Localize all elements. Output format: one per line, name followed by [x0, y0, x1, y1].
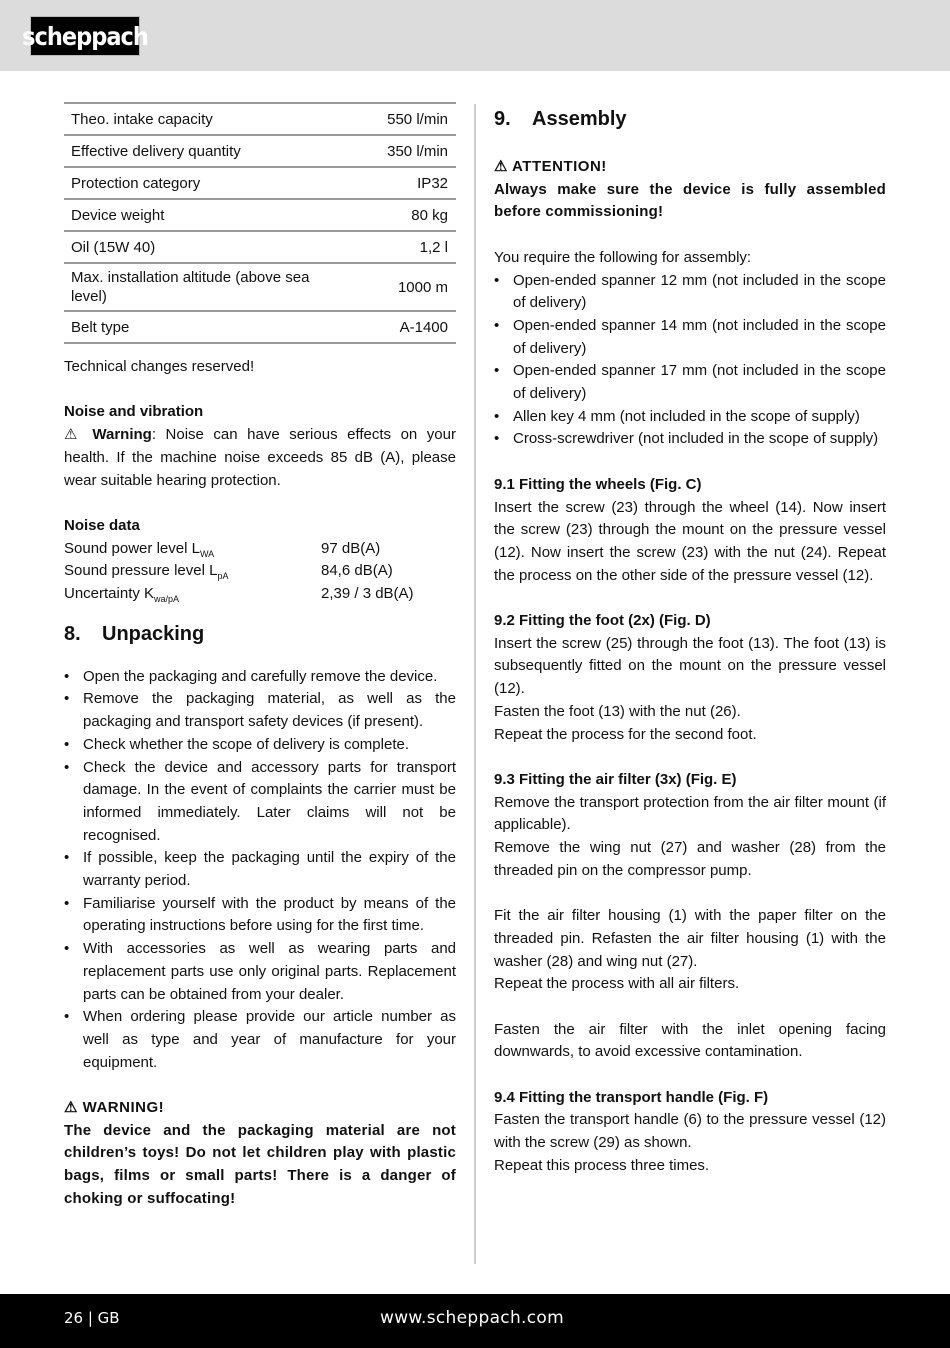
list-item: • Open-ended spanner 14 mm (not included in the scope of delivery): [494, 315, 886, 360]
noise-row: [64, 560, 456, 583]
noise-row: [64, 538, 456, 561]
website-link[interactable]: www.scheppach.com: [380, 1308, 564, 1328]
section-paragraph: Insert the screw (25) through the foot (13). The foot (13) is subsequently fitted on the mount on the pressure vessel (12).: [494, 634, 886, 698]
noise-vibration-title: Noise and vibration: [64, 403, 204, 421]
list-item: • Allen key 4 mm (not included in the scope of supply): [494, 406, 886, 429]
section-paragraph: Remove the transport protection from the air filter mount (if applicable).: [494, 793, 886, 834]
section-paragraph: Remove the wing nut (27) and washer (28) from the threaded pin on the compressor pump.: [494, 839, 886, 879]
spec-value: 350 l/min: [387, 142, 448, 160]
warning-text: The device and the packaging material are not children’s toys! Do not let children play with plastic bags, films or small parts! There is a danger of choking or suffocating!: [64, 1121, 456, 1207]
scheppach-logo: scheppach: [30, 16, 140, 56]
spec-value: A-1400: [399, 318, 448, 336]
section-paragraph: Fasten the air filter with the inlet opening facing downwards, to avoid excessive contamination.: [494, 1020, 886, 1061]
noise-value: 84,6 dB(A): [321, 562, 393, 580]
spec-label: Protection category: [71, 174, 201, 192]
section-paragraph: Insert the screw (23) through the wheel (14). Now insert the screw (23) through the mount on the pressure vessel (12). Now insert the screw (23) with the nut (24). Repeat the process on the other side of the pressure vessel (12).: [494, 498, 886, 584]
noise-value: 97 dB(A): [321, 539, 381, 557]
spec-value: 80 kg: [411, 206, 448, 224]
column-divider: [474, 104, 476, 1264]
warning-label: Warning: [92, 426, 152, 444]
spec-value: 1000 m: [397, 278, 448, 296]
spec-label: Device weight: [71, 206, 165, 224]
spec-table: [64, 102, 456, 344]
attention-text: Always make sure the device is fully assembled before commissioning!: [494, 180, 886, 221]
noise-label: Sound pressure level $L_{pA}$: [64, 562, 229, 582]
list-item: • Familiarise yourself with the product by means of the operating instructions before using for the first time.: [64, 893, 456, 938]
spec-label: Theo. intake capacity: [71, 110, 213, 128]
table-row: [64, 311, 456, 343]
section-paragraph: Fasten the foot (13) with the nut (26).: [494, 702, 741, 720]
left-column: [64, 102, 456, 1211]
warning-triangle-icon: ⚠: [64, 426, 83, 444]
noise-label: Sound power level $L_{WA}$: [64, 539, 215, 559]
list-item: • If possible, keep the packaging until the expiry of the warranty period.: [64, 847, 456, 892]
section-paragraph: Repeat the process for the second foot.: [494, 725, 757, 743]
header-bar: [0, 0, 950, 71]
section-paragraph: Fasten the transport handle (6) to the pressure vessel (12) with the screw (29) as shown.: [494, 1111, 886, 1152]
footer-bar: [0, 1294, 950, 1348]
spec-label: Effective delivery quantity: [71, 142, 241, 160]
spec-label: Max. installation altitude (above sea level): [71, 269, 310, 305]
warning-title: ⚠ WARNING!: [64, 1099, 165, 1117]
noise-value: 2,39 / 3 dB(A): [321, 585, 414, 602]
noise-label: Uncertainty $K_{wa/pA}$: [64, 585, 180, 604]
right-column: [494, 102, 886, 1178]
section-title-air-filter: 9.3 Fitting the air filter (3x) (Fig. E): [494, 770, 737, 788]
spec-value: 1,2 l: [419, 238, 448, 256]
section-paragraph: Repeat this process three times.: [494, 1156, 710, 1174]
section-title-foot: 9.2 Fitting the foot (2x) (Fig. D): [494, 612, 711, 630]
list-item: • Check whether the scope of delivery is complete.: [64, 734, 456, 757]
table-row: [64, 103, 456, 135]
requirements-list: [494, 270, 886, 452]
noise-warning-paragraph: [64, 424, 456, 492]
section-title-wheels: 9.1 Fitting the wheels (Fig. C): [494, 475, 702, 493]
warning-text: : Noise can have serious effects on your health. If the machine noise exceeds 85 dB (A), please wear suitable hearing protection.: [64, 426, 456, 489]
list-item: • When ordering please provide our article number as well as type and year of manufacture for your equipment.: [64, 1006, 456, 1074]
spec-value: 550 l/min: [387, 110, 448, 128]
table-row: [64, 199, 456, 231]
list-item: • Open the packaging and carefully remove the device.: [64, 666, 456, 689]
table-row: [64, 167, 456, 199]
spec-label: Belt type: [71, 318, 130, 336]
table-row: [64, 135, 456, 167]
list-item: • Check the device and accessory parts for transport damage. In the event of complaints the carrier must be informed immediately. Later claims will not be recognised.: [64, 757, 456, 848]
section-paragraph: Fit the air filter housing (1) with the paper filter on the threaded pin. Refasten the air filter housing (1) with the washer (28) and wing nut (27).: [494, 907, 886, 970]
spec-label: Oil (15W 40): [71, 238, 156, 256]
tech-changes-note: Technical changes reserved!: [64, 358, 255, 375]
list-item: • Cross-screwdriver (not included in the scope of supply): [494, 428, 886, 451]
table-row: [64, 231, 456, 263]
list-item: • Open-ended spanner 17 mm (not included in the scope of delivery): [494, 360, 886, 405]
attention-title: ⚠ ATTENTION!: [494, 158, 607, 175]
noise-row: [64, 583, 456, 606]
page-number: 26 | GB: [64, 1309, 120, 1327]
unpacking-list: [64, 666, 456, 1075]
section-title-transport-handle: 9.4 Fitting the transport handle (Fig. F): [494, 1088, 769, 1106]
spec-value: IP32: [417, 174, 448, 192]
table-row: [64, 263, 456, 311]
noise-data-title: Noise data: [64, 516, 140, 534]
assembly-heading: 9. Assembly: [494, 108, 627, 130]
list-item: • Open-ended spanner 12 mm (not included in the scope of delivery): [494, 270, 886, 315]
list-item: • With accessories as well as wearing parts and replacement parts use only original parts. Replacement parts can be obtained from your dealer.: [64, 938, 456, 1006]
list-item: • Remove the packaging material, as well as the packaging and transport safety devices (if present).: [64, 688, 456, 733]
unpacking-heading: 8. Unpacking: [64, 622, 205, 645]
section-paragraph: Repeat the process with all air filters.: [494, 975, 740, 993]
requirements-intro: You require the following for assembly:: [494, 248, 752, 266]
